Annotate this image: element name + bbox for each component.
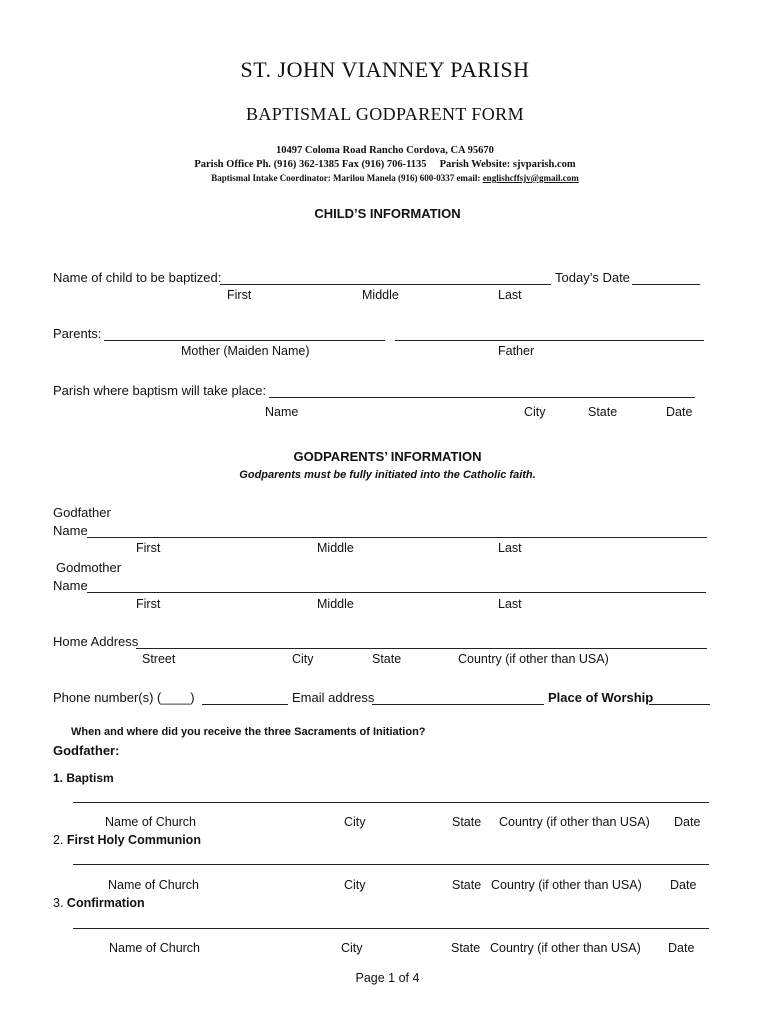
email-field[interactable] (372, 704, 544, 705)
godfather-middle-caption: Middle (317, 541, 354, 555)
parish-phone-fax: Parish Office Ph. (916) 362-1385 Fax (916) 706-1135 (194, 159, 427, 170)
godfather-first-caption: First (136, 541, 161, 555)
baptism-church-caption: Name of Church (105, 815, 197, 829)
confirmation-state-caption: State (451, 941, 481, 955)
baptism-country-caption: Country (if other than USA) (499, 815, 650, 829)
godmother-middle-caption: Middle (317, 597, 354, 611)
today-date-field[interactable] (632, 284, 700, 285)
coordinator-text: Baptismal Intake Coordinator: Marilou Manela (916) 600-0337 email: (211, 173, 483, 183)
baptism-label: 1. Baptism (53, 771, 114, 785)
godfather-name-label: Name (53, 523, 88, 538)
page-number: Page 1 of 4 (355, 971, 420, 985)
address-state-caption: State (372, 652, 402, 666)
sacraments-question: When and where did you receive the three Sacraments of Initiation? (71, 726, 426, 738)
godfather-last-caption: Last (498, 541, 522, 555)
mother-caption: Mother (Maiden Name) (181, 344, 310, 358)
godparents-heading: GODPARENTS’ INFORMATION (293, 449, 482, 464)
godmother-name-field[interactable] (87, 592, 706, 593)
confirmation-number: 3. (53, 896, 64, 910)
father-field[interactable] (395, 340, 704, 341)
parents-label: Parents: (53, 326, 102, 341)
parish-state-caption: State (588, 405, 618, 419)
phone-label: Phone number(s) (____) (53, 690, 195, 705)
communion-country-caption: Country (if other than USA) (491, 878, 642, 892)
father-caption: Father (498, 344, 535, 358)
confirmation-country-caption: Country (if other than USA) (490, 941, 641, 955)
address-city-caption: City (292, 652, 314, 666)
parish-title: ST. JOHN VIANNEY PARISH (240, 57, 530, 82)
parish-date-caption: Date (666, 405, 693, 419)
confirmation-church-caption: Name of Church (109, 941, 201, 955)
godfather-label: Godfather (53, 505, 111, 520)
communion-field[interactable] (73, 864, 709, 865)
baptism-state-caption: State (452, 815, 482, 829)
baptism-field[interactable] (73, 802, 709, 803)
baptism-parish-label: Parish where baptism will take place: (53, 383, 267, 398)
form-title: BAPTISMAL GODPARENT FORM (246, 104, 524, 124)
intake-coordinator (0, 173, 770, 183)
godmother-label: Godmother (56, 560, 122, 575)
communion-number: 2. (53, 833, 64, 847)
communion-city-caption: City (344, 878, 366, 892)
parish-address: 10497 Coloma Road Rancho Cordova, CA 95670 (276, 145, 494, 156)
baptism-parish-field[interactable] (269, 397, 695, 398)
address-country-caption: Country (if other than USA) (458, 652, 609, 666)
child-name-label: Name of child to be baptized: (53, 270, 222, 285)
godmother-first-caption: First (136, 597, 161, 611)
child-first-caption: First (227, 288, 252, 302)
parish-contact (0, 159, 770, 170)
email-label: Email address (292, 690, 375, 705)
godmother-last-caption: Last (498, 597, 522, 611)
confirmation-label (53, 896, 145, 910)
home-address-field[interactable] (136, 648, 707, 649)
godparents-note: Godparents must be fully initiated into the Catholic faith. (239, 469, 536, 481)
confirmation-field[interactable] (73, 928, 709, 929)
home-address-label: Home Address (53, 634, 139, 649)
parish-website: Parish Website: sjvparish.com (439, 159, 576, 170)
place-of-worship-field[interactable] (649, 704, 710, 705)
baptism-date-caption: Date (674, 815, 701, 829)
confirmation-title: Confirmation (66, 896, 145, 910)
child-last-caption: Last (498, 288, 522, 302)
phone-field[interactable] (202, 704, 288, 705)
confirmation-date-caption: Date (668, 941, 695, 955)
coordinator-email-link[interactable]: englishcffsjv@gmail.com (482, 173, 579, 183)
communion-church-caption: Name of Church (108, 878, 200, 892)
communion-title: First Holy Communion (66, 833, 201, 847)
godfather-name-field[interactable] (87, 537, 707, 538)
child-middle-caption: Middle (362, 288, 399, 302)
godmother-name-label: Name (53, 578, 88, 593)
mother-field[interactable] (104, 340, 385, 341)
place-of-worship-label: Place of Worship (548, 690, 654, 705)
parish-city-caption: City (524, 405, 546, 419)
confirmation-city-caption: City (341, 941, 363, 955)
today-date-label: Today’s Date (555, 270, 630, 285)
communion-state-caption: State (452, 878, 482, 892)
baptism-city-caption: City (344, 815, 366, 829)
parish-name-caption: Name (265, 405, 299, 419)
sacraments-godfather-label: Godfather: (53, 743, 120, 758)
communion-date-caption: Date (670, 878, 697, 892)
communion-label (53, 833, 201, 847)
address-street-caption: Street (142, 652, 176, 666)
child-info-heading: CHILD’S INFORMATION (314, 206, 461, 221)
child-name-field[interactable] (220, 284, 551, 285)
